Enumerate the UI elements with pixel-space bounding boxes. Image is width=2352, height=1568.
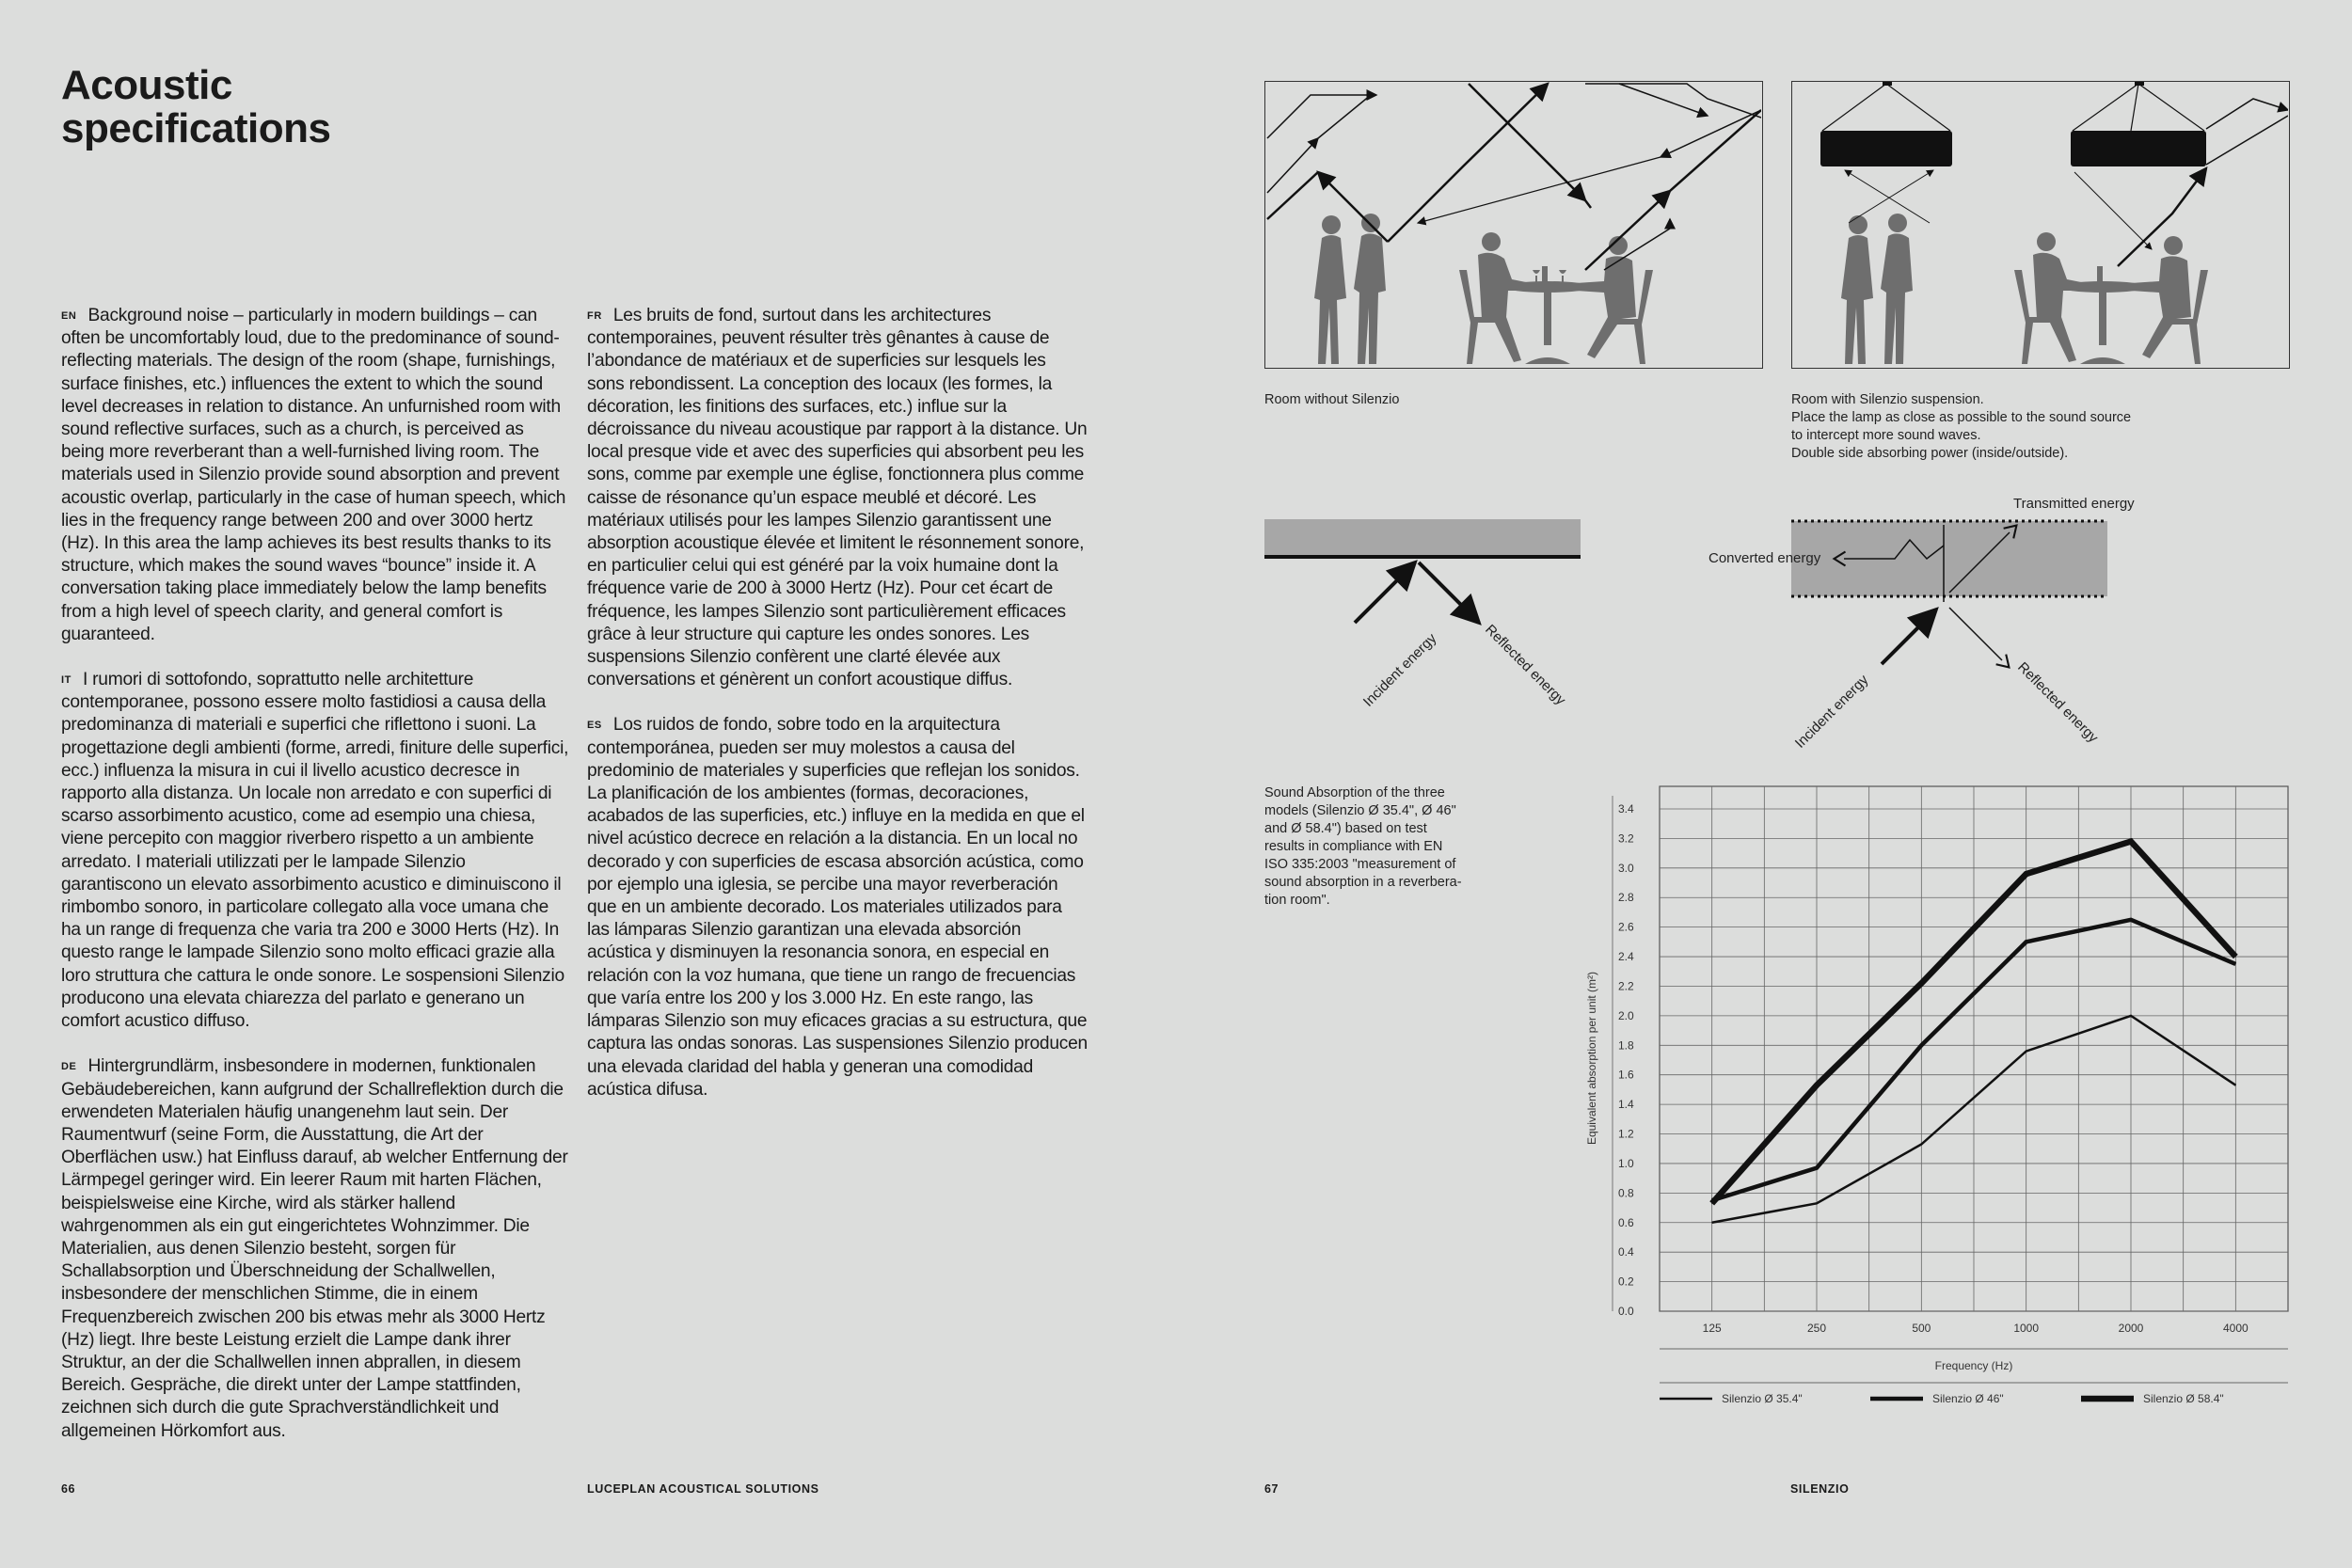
room-with-drawing xyxy=(1792,82,2288,367)
data-point xyxy=(2131,1015,2132,1016)
y-tick-label: 2.4 xyxy=(1618,950,1634,964)
y-tick-label: 1.4 xyxy=(1618,1098,1634,1112)
lang-tag: EN xyxy=(61,310,77,322)
converted-energy-label: Converted energy xyxy=(1708,550,1821,566)
y-tick-label: 2.6 xyxy=(1618,920,1634,934)
x-tick-labels xyxy=(1703,1322,2249,1335)
legend-label: Silenzio Ø 58.4" xyxy=(2143,1392,2224,1405)
data-point xyxy=(1711,1203,1712,1204)
y-axis-label: Equivalent absorption per unit (m²) xyxy=(1585,971,1598,1146)
paragraph-fr xyxy=(587,305,1088,691)
x-tick-label: 2000 xyxy=(2118,1322,2144,1335)
sound-wave-paths xyxy=(1267,84,1761,270)
incident-energy-label: Incident energy xyxy=(1791,672,1872,752)
room-without-caption: Room without Silenzio xyxy=(1264,392,1400,407)
chart-grid xyxy=(1613,786,2288,1311)
room-with-silenzio-illustration xyxy=(1791,81,2290,369)
room-with-caption xyxy=(1791,391,2280,463)
reflected-energy-label: Reflected energy xyxy=(2014,658,2102,747)
chart-caption xyxy=(1264,784,1509,910)
y-tick-label: 1.8 xyxy=(1618,1038,1634,1053)
reflected-arrow xyxy=(1949,608,2002,660)
caption-line: and Ø 58.4") based on test xyxy=(1264,821,1427,836)
y-tick-label: 2.2 xyxy=(1618,979,1634,993)
y-tick-label: 0.8 xyxy=(1618,1186,1634,1200)
x-tick-label: 1000 xyxy=(2013,1322,2040,1335)
lang-tag: FR xyxy=(587,310,602,322)
caption-line: sound absorption in a reverbera- xyxy=(1264,875,1462,890)
caption-line: to intercept more sound waves. xyxy=(1791,428,1981,443)
data-point xyxy=(1921,1144,1922,1145)
absorption-chart xyxy=(1581,781,2314,1420)
paragraph-text: Hintergrundlärm, insbesondere in modernen, funktionalen Gebäudebereichen, kann aufgrund der Schallreflektion durch die erwendeten Materialen häufig unangenehm laut sein. Der Raumentwurf (seine Form, die Ausstattung, die Art der Oberflächen usw.) hat Einfluss darauf, ab welcher Entfernung der Lärmpegel geringer wird. Ein leerer Raum mit harten Flächen, beispielsweise eine Kirche, wird als stärker hallend wahrgenommen als ein gut eingerichtetes Wohnzimmer. Die Materialien, aus denen Silenzio besteht, sorgen für Schallabsorption und Überschneidung der Schallwellen, insbesondere der menschlichen Stimme, die in einem Frequenzbereich zwischen 200 bis etwas mehr als 3000 Hertz (Hz) liegt. Ihre beste Leistung erzielt die Lampe dank ihrer Struktur, an der die Schallwellen innen abprallen, in diesem Bereich. Gespräche, die direkt unter der Lampe stattfinden, zeichnen sich durch die gute Sprachverständlichkeit und allgemeinen Hörkomfort aus. xyxy=(61,1056,568,1441)
y-tick-label: 0.4 xyxy=(1618,1245,1634,1259)
y-tick-label: 3.0 xyxy=(1618,861,1634,875)
incident-arrow xyxy=(1355,562,1415,623)
people-silhouettes xyxy=(1314,214,1653,364)
x-axis-label: Frequency (Hz) xyxy=(1934,1359,2013,1372)
data-point xyxy=(2235,957,2236,958)
text-column-middle xyxy=(587,305,1088,1124)
data-point xyxy=(1817,1203,1818,1204)
x-tick-label: 4000 xyxy=(2222,1322,2249,1335)
y-tick-label: 3.4 xyxy=(1618,802,1634,816)
title-line: Acoustic xyxy=(61,62,232,108)
incident-energy-label: Incident energy xyxy=(1359,630,1440,710)
paragraph-text: I rumori di sottofondo, soprattutto nelle architetture contemporanee, possono essere molto fastidiosi a causa della predominanza di materiali e superfici che riflettono i suoni. La progettazione degli ambienti (forme, arredi, finiture delle superfici, ecc.) influenza la misura in cui il livello acustico decresce in rapporto alla distanza. Un locale non arredato e con superfici di scarso assorbimento acustico, come ad esempio una chiesa, viene percepito con maggior riverbero rispetto a un ambiente arredato. I materiali utilizzati per le lampade Silenzio garantiscono un elevato assorbimento acustico e diminuiscono il rimbombo sonoro, in particolare collegato alla voce umana che ha un range di frequenza che varia tra 200 e 3000 Herts (Hz). In questo range le lampade Silenzio sono molto efficaci grazie alla loro struttura che cattura le onde sonore. Le sospensioni Silenzio producono una elevata chiarezza del parlato e generano un comfort acustico diffuso. xyxy=(61,670,569,1032)
caption-line: models (Silenzio Ø 35.4", Ø 46" xyxy=(1264,803,1456,818)
silenzio-lamp-left xyxy=(1820,131,1952,166)
data-point xyxy=(1921,1045,1922,1046)
y-tick-label: 0.0 xyxy=(1618,1305,1634,1318)
paragraph-es xyxy=(587,714,1088,1101)
page-title xyxy=(61,64,532,150)
lang-tag: DE xyxy=(61,1061,77,1073)
caption-line: Place the lamp as close as possible to the sound source xyxy=(1791,410,2132,425)
paragraph-de xyxy=(61,1055,569,1442)
caption-line: Double side absorbing power (inside/outside). xyxy=(1791,446,2069,461)
legend-label: Silenzio Ø 35.4" xyxy=(1722,1392,1803,1405)
energy-diagrams xyxy=(1223,480,2164,781)
y-tick-label: 0.6 xyxy=(1618,1215,1634,1229)
x-tick-label: 250 xyxy=(1806,1322,1827,1335)
lang-tag: IT xyxy=(61,674,72,687)
caption-line: results in compliance with EN xyxy=(1264,839,1443,854)
caption-line: Sound Absorption of the three xyxy=(1264,785,1445,800)
x-tick-label: 125 xyxy=(1702,1322,1722,1335)
sound-wave-paths xyxy=(1845,99,2288,266)
y-tick-labels xyxy=(1618,802,1634,1318)
lamp-suspensions xyxy=(1822,84,2204,131)
running-title-right: SILENZIO xyxy=(1790,1482,1850,1496)
caption-line: Room with Silenzio suspension. xyxy=(1791,392,1984,407)
reflected-arrow xyxy=(1419,562,1479,623)
y-tick-label: 2.8 xyxy=(1618,891,1634,905)
lang-tag: ES xyxy=(587,720,602,732)
reflection-diagram xyxy=(1264,519,1581,710)
chart-legend xyxy=(1660,1392,2224,1405)
title-line: specifications xyxy=(61,105,331,151)
data-point xyxy=(1921,983,1922,984)
data-point xyxy=(2131,919,2132,920)
data-point xyxy=(1817,1167,1818,1168)
absorbing-material xyxy=(1791,521,2107,596)
legend-label: Silenzio Ø 46" xyxy=(1932,1392,2004,1405)
y-tick-label: 3.2 xyxy=(1618,832,1634,846)
incident-arrow xyxy=(1882,610,1936,664)
y-tick-label: 1.2 xyxy=(1618,1127,1634,1141)
y-tick-label: 0.2 xyxy=(1618,1275,1634,1289)
reflected-energy-label: Reflected energy xyxy=(1482,621,1569,709)
y-tick-label: 2.0 xyxy=(1618,1008,1634,1022)
page-number-left: 66 xyxy=(61,1482,76,1496)
caption-line: tion room". xyxy=(1264,893,1330,908)
data-point xyxy=(2131,841,2132,842)
y-tick-label: 1.6 xyxy=(1618,1068,1634,1082)
y-tick-label: 1.0 xyxy=(1618,1156,1634,1170)
page-number-right: 67 xyxy=(1264,1482,1279,1496)
room-without-drawing xyxy=(1265,82,1761,367)
room-without-illustration xyxy=(1264,81,1763,369)
paragraph-it xyxy=(61,669,569,1033)
text-column-left xyxy=(61,305,569,1465)
paragraph-text: Les bruits de fond, surtout dans les architectures contemporaines, peuvent résulter très gênantes à cause de l’abondance de matériaux et de superficies sur lesquels les sons rebondissent. La conception des locaux (les formes, la décoration, les finitions des surfaces, etc.) influe sur la décroissance du niveau acoustique par rapport à la distance. Un local presque vide et avec des superficies qui absorbent peu les sons, comme par exemple une église, fonctionnera plus comme caisse de résonance qu’un espace meublé et décoré. Les matériaux utilisés pour les lampes Silenzio garantissent une absorption acoustique élevée et limitent le résonnement sonore, en particulier celui qui est généré par la voix humaine dont la fréquence varie de 200 à 3000 Hertz (Hz). Pour cet écart de fréquence, les lampes Silenzio sont particulièrement efficaces grâce à leur structure qui capture les ondes sonores. Les suspensions Silenzio confèrent une clarté élevée aux conversations et génèrent un confort acoustique diffus. xyxy=(587,306,1088,690)
paragraph-text: Background noise – particularly in modern buildings – can often be uncomfortably loud, due to the predominance of sound-reflecting materials. The design of the room (shape, furnishings, surface finishes, etc.) influences the extent to which the sound level decreases in relation to distance. An unfurnished room with sound reflective surfaces, such as a church, is perceived as being more reverberant than a well-furnished living room. The materials used in Silenzio provide sound absorption and prevent acoustic overlap, particularly in the case of human speech, which lies in the frequency range between 200 and over 3000 hertz (Hz). In this area the lamp achieves its best results thanks to its structure, which makes the sound waves “bounce” inside it. A conversation taking place immediately below the lamp benefits from a high level of speech clarity, and general comfort is guaranteed. xyxy=(61,306,566,644)
people-silhouettes xyxy=(1841,214,2208,364)
data-point xyxy=(1711,1222,1712,1223)
x-tick-label: 500 xyxy=(1912,1322,1931,1335)
silenzio-lamp-right xyxy=(2071,131,2206,166)
reflective-surface xyxy=(1264,519,1581,557)
transmitted-energy-label: Transmitted energy xyxy=(2013,496,2135,512)
paragraph-en xyxy=(61,305,569,646)
data-point xyxy=(2235,963,2236,964)
absorption-diagram xyxy=(1708,496,2135,752)
running-title-left: LUCEPLAN ACOUSTICAL SOLUTIONS xyxy=(587,1482,819,1496)
caption-line: ISO 335:2003 "measurement of xyxy=(1264,857,1456,872)
paragraph-text: Los ruidos de fondo, sobre todo en la arquitectura contemporánea, pueden ser muy molestos a causa del predominio de materiales y superficies que reflejan los sonidos. La planificación de los ambientes (formas, decoraciones, acabados de las superficies, etc.) influye en la medida en que el nivel acústico decrece en relación a la distancia. En un local no decorado y con superficies de escasa absorción acústica, como por ejemplo una iglesia, se percibe una mayor reverberación que en un ambiente decorado. Los materiales utilizados para las lámparas Silenzio garantizan una elevada absorción acústica y disminuyen la resonancia sonora, en especial en relación con la voz humana, que tiene un rango de frecuencias que varía entre los 200 y los 3.000 Hz. En este rango, las lámparas Silenzio son muy eficaces gracias a su estructura, que captura las ondas sonoras. Las suspensiones Silenzio producen una elevada claridad del habla y generan una comodidad acústica difusa. xyxy=(587,715,1088,1100)
